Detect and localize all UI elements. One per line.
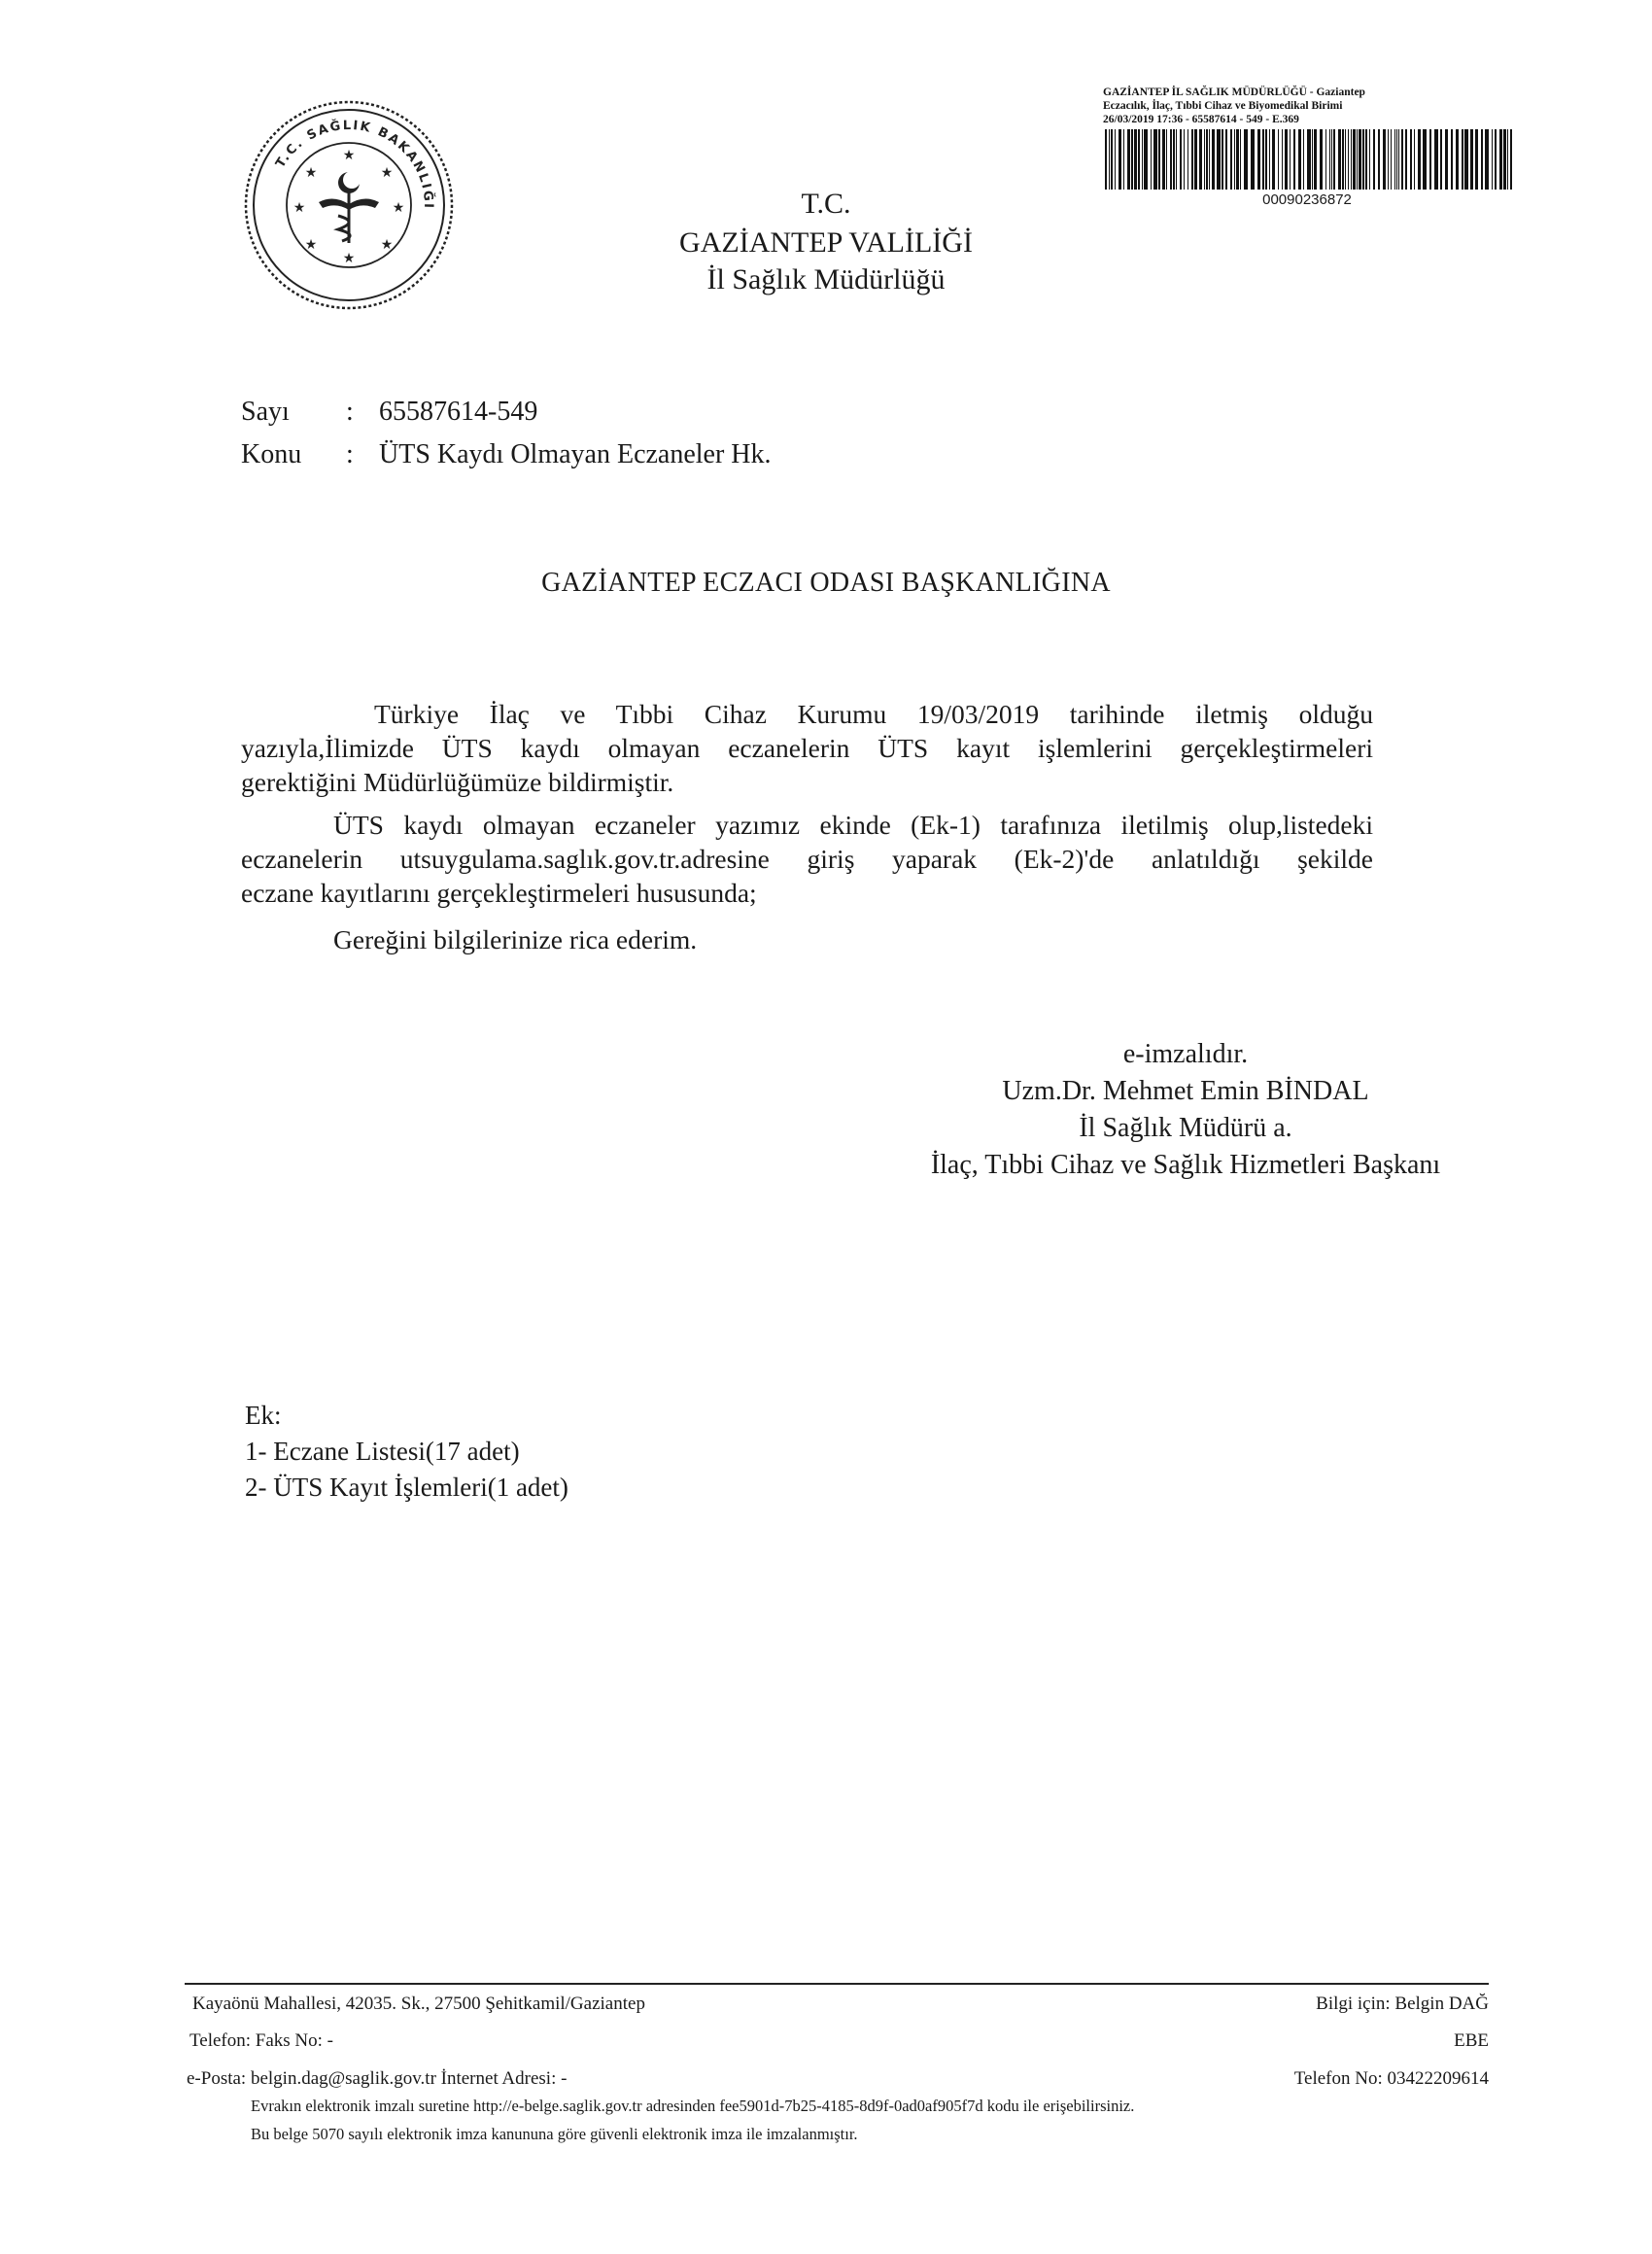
svg-text:★: ★ <box>304 238 318 253</box>
barcode-bar <box>1320 129 1323 190</box>
barcode-bar <box>1290 129 1291 190</box>
barcode-bar <box>1199 129 1202 190</box>
barcode-bar <box>1345 129 1346 190</box>
barcode-bar <box>1401 129 1403 190</box>
barcode-bar <box>1451 129 1453 190</box>
barcode-bar <box>1357 129 1358 190</box>
barcode-bar <box>1225 129 1227 190</box>
barcode-line-2: Eczacılık, İlaç, Tıbbi Cihaz ve Biyomedikal Birimi <box>1103 100 1343 112</box>
barcode-bar <box>1373 129 1375 190</box>
attachments <box>245 1398 568 1506</box>
barcode-bar <box>1351 129 1352 190</box>
barcode-bar <box>1342 129 1344 190</box>
barcode-bar <box>1312 129 1313 190</box>
barcode-bar <box>1429 129 1431 190</box>
sayi-value: 65587614-549 <box>379 397 538 427</box>
barcode-bar <box>1206 129 1208 190</box>
svg-text:★: ★ <box>380 238 394 253</box>
barcode-bar <box>1230 129 1232 190</box>
barcode-bar <box>1365 129 1367 190</box>
barcode-bar <box>1499 129 1502 190</box>
footer-verify: Evrakın elektronik imzalı suretine http://e-belge.saglik.gov.tr adresinden fee5901d-7b25-4185-8d9f-0ad0af905f7d kodu ile erişebilirsiniz. <box>251 2097 1135 2115</box>
body-p2-line3: eczane kayıtlarını gerçekleştirmeleri hususunda; <box>241 878 757 908</box>
barcode-bar <box>1410 129 1412 190</box>
barcode-bar <box>1331 129 1332 190</box>
barcode-bar <box>1134 129 1137 190</box>
sayi-row <box>241 391 772 433</box>
svg-text:★: ★ <box>342 252 356 266</box>
signature-title: İl Sağlık Müdürü a. <box>1079 1113 1292 1143</box>
barcode-bar <box>1456 129 1459 190</box>
barcode-bar <box>1234 129 1235 190</box>
body-p1-line3: gerektiğini Müdürlüğümüze bildirmiştir. <box>241 767 674 797</box>
header-institution: GAZİANTEP VALİLİĞİ <box>679 226 973 259</box>
barcode-bar <box>1105 129 1107 190</box>
barcode-bar <box>1353 129 1356 190</box>
barcode-bar <box>1285 129 1288 190</box>
barcode-bar <box>1383 129 1386 190</box>
body-p1-line1: Türkiye İlaç ve Tıbbi Cihaz Kurumu 19/03/2019 tarihinde iletmiş olduğu <box>374 699 1373 729</box>
barcode-bar <box>1269 129 1270 190</box>
barcode-bar <box>1240 129 1241 190</box>
footer-info: Bilgi için: Belgin DAĞ <box>1316 1994 1489 2014</box>
svg-text:★: ★ <box>304 166 318 181</box>
svg-text:★: ★ <box>392 201 405 216</box>
signature-department: İlaç, Tıbbi Cihaz ve Sağlık Hizmetleri Başkanı <box>930 1150 1441 1180</box>
barcode-bar <box>1153 129 1157 190</box>
svg-text:T.C. SAĞLIK BAKANLIĞI <box>273 118 436 210</box>
signature-line-1: e-imzalıdır. <box>1122 1039 1249 1069</box>
konu-separator: : <box>346 439 354 469</box>
barcode-bar <box>1144 129 1148 190</box>
barcode-bar <box>1388 129 1389 190</box>
barcode-bar <box>1325 129 1326 190</box>
barcode-bar <box>1293 129 1295 190</box>
barcode-bar <box>1265 129 1267 190</box>
barcode-bar <box>1158 129 1160 190</box>
seal-text: T.C. SAĞLIK BAKANLIĞI <box>273 118 436 211</box>
barcode-icon <box>1103 129 1516 190</box>
body-p2-line2: eczanelerin utsuygulama.saglık.gov.tr.adresine giriş yaparak (Ek-2)'de anlatıldığı şekilde <box>241 844 1373 874</box>
barcode-bar <box>1109 129 1110 190</box>
footer-divider <box>185 1983 1489 1985</box>
signature-name: Uzm.Dr. Mehmet Emin BİNDAL <box>1002 1076 1369 1106</box>
barcode-number: 00090236872 <box>1262 191 1352 208</box>
barcode-bar <box>1481 129 1483 190</box>
barcode-bar <box>1303 129 1304 190</box>
konu-label: Konu <box>241 439 302 469</box>
footer-phone-no: Telefon No: 03422209614 <box>1293 2068 1489 2089</box>
barcode-bar <box>1503 129 1506 190</box>
barcode-bar <box>1278 129 1279 190</box>
attachment-item: 2- ÜTS Kayıt İşlemleri(1 adet) <box>245 1473 568 1502</box>
barcode-bar <box>1510 129 1512 190</box>
barcode-bar <box>1348 129 1349 190</box>
barcode-bar <box>1272 129 1275 190</box>
barcode-bar <box>1492 129 1493 190</box>
barcode-bar <box>1329 129 1330 190</box>
barcode-bar <box>1142 129 1143 190</box>
footer-email-internet: e-Posta: belgin.dag@saglik.gov.tr İnternet Adresi: - <box>187 2068 568 2089</box>
barcode-bar <box>1166 129 1167 190</box>
footer-law: Bu belge 5070 sayılı elektronik imza kanununa göre güvenli elektronik imza ile imzalanmıştır. <box>251 2125 858 2143</box>
barcode-bar <box>1251 129 1255 190</box>
addressee: GAZİANTEP ECZACI ODASI BAŞKANLIĞINA <box>541 568 1111 598</box>
konu-row <box>241 433 772 476</box>
sayi-label: Sayı <box>241 397 290 427</box>
barcode-bar <box>1194 129 1197 190</box>
barcode-bar <box>1131 129 1133 190</box>
sayi-separator: : <box>346 397 354 427</box>
barcode-bar <box>1396 129 1397 190</box>
barcode-bar <box>1369 129 1370 190</box>
barcode-bar <box>1423 129 1427 190</box>
barcode-bar <box>1314 129 1317 190</box>
barcode-bar <box>1405 129 1407 190</box>
footer-phone-fax: Telefon: Faks No: - <box>189 2030 334 2051</box>
barcode-bar <box>1151 129 1152 190</box>
barcode-line-3: 26/03/2019 17:36 - 65587614 - 549 - E.369 <box>1103 114 1299 125</box>
barcode-bar <box>1378 129 1380 190</box>
barcode-line-1: GAZİANTEP İL SAĞLIK MÜDÜRLÜĞÜ - Gaziantep <box>1103 87 1365 98</box>
svg-text:★: ★ <box>293 201 306 216</box>
barcode-bar <box>1222 129 1223 190</box>
footer-code: EBE <box>1454 2030 1489 2051</box>
barcode-bar <box>1191 129 1193 190</box>
barcode-bar <box>1475 129 1478 190</box>
barcode-bar <box>1111 129 1113 190</box>
barcode-bar <box>1394 129 1395 190</box>
barcode-bar <box>1184 129 1185 190</box>
barcode-bar <box>1464 129 1468 190</box>
attachment-item: 1- Eczane Listesi(17 adet) <box>245 1437 520 1466</box>
barcode-bar <box>1176 129 1177 190</box>
barcode-bar <box>1414 129 1415 190</box>
barcode-bar <box>1362 129 1364 190</box>
barcode-bar <box>1440 129 1442 190</box>
barcode-bar <box>1257 129 1260 190</box>
barcode-bar <box>1180 129 1182 190</box>
body-p1-line2: yazıyla,İlimizde ÜTS kaydı olmayan eczanelerin ÜTS kayıt işlemlerini gerçekleştirmeleri <box>241 733 1373 763</box>
barcode-bar <box>1333 129 1335 190</box>
barcode-bar <box>1470 129 1473 190</box>
svg-text:★: ★ <box>380 166 394 181</box>
barcode-bar <box>1209 129 1210 190</box>
header-country: T.C. <box>801 188 851 220</box>
header-department: İl Sağlık Müdürlüğü <box>706 263 946 295</box>
barcode-bar <box>1338 129 1341 190</box>
barcode-bar <box>1282 129 1283 190</box>
konu-value: ÜTS Kaydı Olmayan Eczaneler Hk. <box>379 439 772 469</box>
barcode-bar <box>1445 129 1448 190</box>
barcode-bar <box>1173 129 1175 190</box>
barcode-bar <box>1244 129 1248 190</box>
barcode-bar <box>1127 129 1130 190</box>
ministry-seal-icon <box>241 97 457 313</box>
attachments-label: Ek: <box>245 1401 282 1430</box>
barcode-bar <box>1123 129 1124 190</box>
barcode-bar <box>1119 129 1121 190</box>
barcode-bar <box>1187 129 1188 190</box>
barcode-bar <box>1418 129 1421 190</box>
barcode-bar <box>1307 129 1311 190</box>
barcode-bar <box>1495 129 1497 190</box>
footer-address: Kayaönü Mahallesi, 42035. Sk., 27500 Şehitkamil/Gaziantep <box>192 1994 645 2014</box>
barcode-bar <box>1217 129 1221 190</box>
barcode-bar <box>1170 129 1172 190</box>
barcode-bar <box>1236 129 1239 190</box>
barcode-bar <box>1262 129 1264 190</box>
svg-text:★: ★ <box>342 149 356 163</box>
barcode-bar <box>1115 129 1116 190</box>
body-p2-line1: ÜTS kaydı olmayan eczaneler yazımız ekinde (Ek-1) tarafınıza iletilmiş olup,listedeki <box>333 810 1373 840</box>
barcode-bar <box>1507 129 1508 190</box>
document-meta <box>241 391 772 476</box>
barcode-block <box>1103 86 1516 208</box>
body-p3: Gereğini bilgilerinize rica ederim. <box>333 924 698 954</box>
barcode-bar <box>1138 129 1140 190</box>
barcode-bar <box>1162 129 1165 190</box>
barcode-bar <box>1204 129 1205 190</box>
barcode-bar <box>1391 129 1392 190</box>
barcode-bar <box>1298 129 1301 190</box>
barcode-bar <box>1398 129 1399 190</box>
barcode-bar <box>1434 129 1438 190</box>
barcode-bar <box>1359 129 1361 190</box>
barcode-bar <box>1462 129 1463 190</box>
ministry-seal <box>241 97 457 313</box>
barcode-bar <box>1485 129 1489 190</box>
barcode-bar <box>1212 129 1215 190</box>
